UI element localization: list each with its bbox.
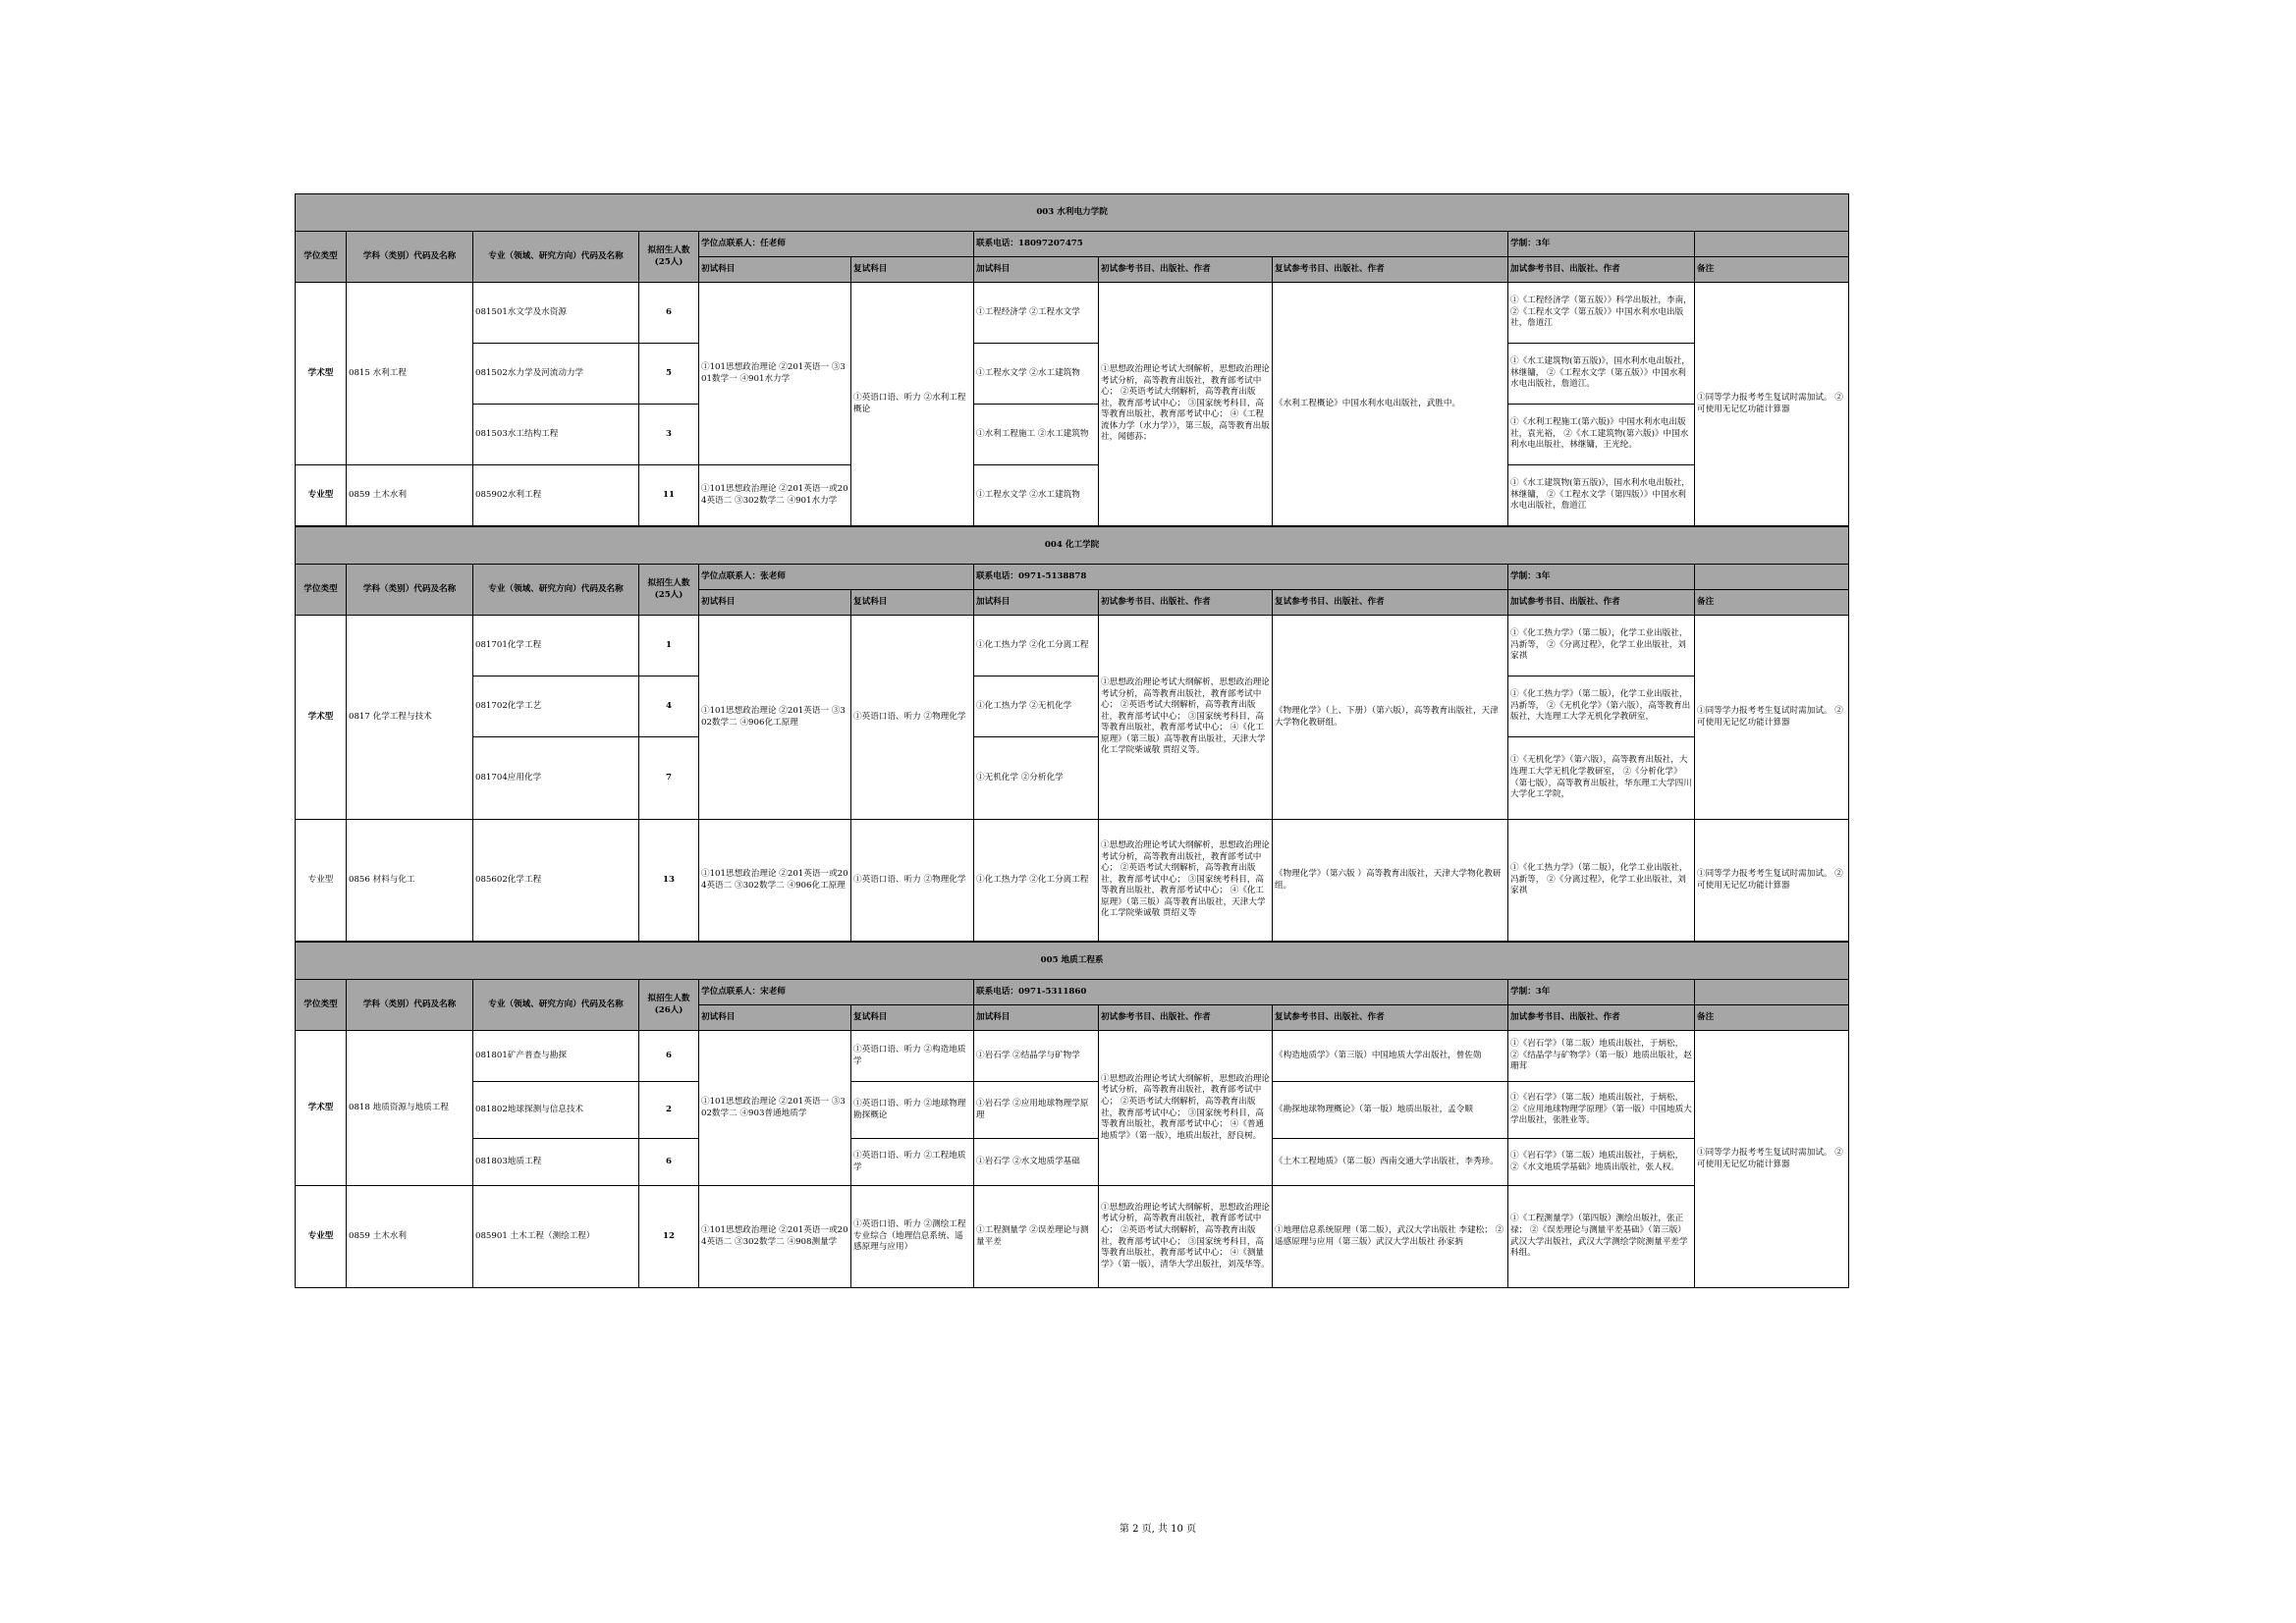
initial-subjects: ①101思想政治理论 ②201英语一 ③302数学二 ④903普通地质学: [699, 1031, 851, 1186]
contact-label: 学位点联系人：: [701, 986, 761, 997]
header-blank: [1695, 980, 1849, 1005]
extra-reference: ①《岩石学》（第二版）地质出版社，于炳松， ②《应用地球物理学原理》（第一版）中国地质大学出版社，张胜业等。: [1508, 1082, 1695, 1139]
degree-type: 学术型: [296, 616, 347, 820]
major-name: 081704应用化学: [473, 737, 639, 820]
header-remark: 备注: [1695, 1005, 1849, 1031]
extra-subjects: ①工程经济学 ②工程水文学: [974, 283, 1099, 344]
header-retest-ref: 复试参考书目、出版社、作者: [1273, 590, 1508, 616]
section-005-table: [295, 942, 1849, 1288]
header-quota-label: 拟招生人数: [647, 577, 690, 588]
extra-reference: ①《岩石学》（第二版）地质出版社，于炳松， ②《结晶学与矿物学》（第一版）地质出版社，赵珊茸: [1508, 1031, 1695, 1082]
header-retest: 复试科目: [851, 590, 974, 616]
contact-cell: [699, 565, 974, 590]
phone-number: 0971-5138878: [1017, 570, 1087, 581]
extra-subjects: ①岩石学 ②结晶学与矿物学: [974, 1031, 1099, 1082]
initial-reference: ①思想政治理论考试大纲解析，思想政治理论考试分析，高等教育出版社，教育部考试中心； ②英语考试大纲解析，高等教育出版社，教育部考试中心； ③国家统考科目，高等教育出版社，教育部考试中心； ④《工程流体力学（水力学）》，第三版，高等教育出版社，闻德荪；: [1099, 283, 1273, 526]
page-footer: 第 2 页, 共 10 页: [1119, 1524, 1197, 1535]
header-extra: 加试科目: [974, 1005, 1099, 1031]
extra-reference: ①《水工建筑物(第五版)》，国水利水电出版社，林继镛， ②《工程水文学（第四版）》中国水利水电出版社，詹道江: [1508, 465, 1695, 526]
retest-subjects: ①英语口语、听力 ②测绘工程专业综合（地理信息系统、遥感原理与应用）: [851, 1186, 974, 1288]
major-quota: 11: [639, 465, 699, 526]
degree-type: 专业型: [296, 820, 347, 942]
retest-subjects: ①英语口语、听力 ②物理化学: [851, 820, 974, 942]
retest-reference: 《物理化学》（上、下册）（第六版），高等教育出版社，天津大学物化教研组。: [1273, 616, 1508, 820]
retest-subjects: ①英语口语、听力 ②物理化学: [851, 616, 974, 820]
header-discipline: 学科（类别）代码及名称: [347, 980, 473, 1031]
major-name: 081501水文学及水资源: [473, 283, 639, 344]
initial-subjects: ①101思想政治理论 ②201英语一或204英语二 ③302数学二 ④906化工原理: [699, 820, 851, 942]
phone-label: 联系电话：: [976, 238, 1018, 248]
major-quota: 13: [639, 820, 699, 942]
section-title: 004 化工学院: [296, 527, 1849, 565]
retest-reference: ①地理信息系统原理（第二版），武汉大学出版社 李建松； ②遥感原理与应用（第三版）武汉大学出版社 孙家抦: [1273, 1186, 1508, 1288]
phone-cell: [974, 565, 1508, 590]
major-quota: 7: [639, 737, 699, 820]
discipline: 0818 地质资源与地质工程: [347, 1031, 473, 1186]
contact-name: 张老师: [760, 570, 786, 581]
section-title: 003 水利电力学院: [296, 194, 1849, 232]
header-retest-ref: 复试参考书目、出版社、作者: [1273, 257, 1508, 283]
extra-reference: ①《工程测量学》（第四版）测绘出版社，张正禄； ②《误差理论与测量平差基础》（第三版）武汉大学出版社，武汉大学测绘学院测量平差学科组。: [1508, 1186, 1695, 1288]
phone-cell: [974, 232, 1508, 257]
contact-cell: [699, 980, 974, 1005]
header-initial: 初试科目: [699, 590, 851, 616]
header-extra-ref: 加试参考书目、出版社、作者: [1508, 1005, 1695, 1031]
extra-subjects: ①岩石学 ②水文地质学基础: [974, 1139, 1099, 1186]
duration-cell: [1508, 980, 1695, 1005]
major-name: 085901 土木工程（测绘工程）: [473, 1186, 639, 1288]
major-name: 081503水工结构工程: [473, 405, 639, 465]
major-name: 085602化学工程: [473, 820, 639, 942]
duration-label: 学制：: [1510, 986, 1536, 997]
major-quota: 6: [639, 1031, 699, 1082]
major-name: 081702化学工艺: [473, 676, 639, 737]
major-quota: 3: [639, 405, 699, 465]
duration-cell: [1508, 565, 1695, 590]
initial-subjects: ①101思想政治理论 ②201英语一或204英语二 ③302数学二 ④908测量学: [699, 1186, 851, 1288]
header-initial: 初试科目: [699, 257, 851, 283]
section-003-table: [295, 193, 1849, 526]
phone-label: 联系电话：: [976, 570, 1018, 581]
major-quota: 12: [639, 1186, 699, 1288]
header-quota: [639, 232, 699, 283]
retest-subjects: ①英语口语、听力 ②水利工程概论: [851, 283, 974, 526]
section-title: 005 地质工程系: [296, 943, 1849, 980]
major-name: 081502水力学及河流动力学: [473, 344, 639, 405]
header-discipline: 学科（类别）代码及名称: [347, 565, 473, 616]
discipline: 0815 水利工程: [347, 283, 473, 465]
phone-number: 18097207475: [1017, 238, 1083, 248]
header-retest-ref: 复试参考书目、出版社、作者: [1273, 1005, 1508, 1031]
header-initial: 初试科目: [699, 1005, 851, 1031]
extra-reference: ①《化工热力学》（第二版），化学工业出版社，冯新等， ②《分离过程》，化学工业出版社，刘家祺: [1508, 820, 1695, 942]
retest-reference: 《土木工程地质》（第二版）西南交通大学出版社，李秀珍。: [1273, 1139, 1508, 1186]
degree-type: 专业型: [296, 1186, 347, 1288]
extra-reference: ①《化工热力学》（第二版），化学工业出版社，冯新等， ②《无机化学》（第六版），高等教育出版社，大连理工大学无机化学教研室，: [1508, 676, 1695, 737]
remark: ①同等学力报考考生复试时需加试。 ②可使用无记忆功能计算器: [1695, 1031, 1849, 1288]
extra-subjects: ①工程水文学 ②水工建筑物: [974, 465, 1099, 526]
header-extra-ref: 加试参考书目、出版社、作者: [1508, 257, 1695, 283]
header-degree-type: 学位类型: [296, 232, 347, 283]
header-quota-label: 拟招生人数: [647, 993, 690, 1003]
retest-subjects: ①英语口语、听力 ②构造地质学: [851, 1031, 974, 1082]
initial-subjects: ①101思想政治理论 ②201英语一 ③302数学二 ④906化工原理: [699, 616, 851, 820]
major-quota: 2: [639, 1082, 699, 1139]
header-quota-total: (25人): [654, 256, 683, 267]
degree-type: 学术型: [296, 283, 347, 465]
header-remark: 备注: [1695, 590, 1849, 616]
document-page: [295, 193, 1848, 1288]
header-extra-ref: 加试参考书目、出版社、作者: [1508, 590, 1695, 616]
retest-subjects: ①英语口语、听力 ②工程地质学: [851, 1139, 974, 1186]
major-quota: 5: [639, 344, 699, 405]
initial-reference: ①思想政治理论考试大纲解析，思想政治理论考试分析，高等教育出版社，教育部考试中心； ②英语考试大纲解析，高等教育出版社，教育部考试中心； ③国家统考科目，高等教育出版社，教育部考试中心； ④《普通地质学》（第一版），地质出版社，舒良树。: [1099, 1031, 1273, 1186]
header-initial-ref: 初试参考书目、出版社、作者: [1099, 1005, 1273, 1031]
extra-reference: ①《化工热力学》（第二版），化学工业出版社，冯新等， ②《分离过程》，化学工业出版社，刘家祺: [1508, 616, 1695, 676]
major-name: 081802地球探测与信息技术: [473, 1082, 639, 1139]
contact-name: 任老师: [760, 238, 786, 248]
major-name: 081803地质工程: [473, 1139, 639, 1186]
header-extra: 加试科目: [974, 257, 1099, 283]
retest-reference: 《水利工程概论》中国水利水电出版社，武胜中。: [1273, 283, 1508, 526]
header-major: 专业（领域、研究方向）代码及名称: [473, 565, 639, 616]
initial-reference: ①思想政治理论考试大纲解析，思想政治理论考试分析，高等教育出版社，教育部考试中心； ②英语考试大纲解析，高等教育出版社，教育部考试中心； ③国家统考科目，高等教育出版社，教育部考试中心； ④《测量学》（第一版），清华大学出版社，刘茂华等。: [1099, 1186, 1273, 1288]
contact-label: 学位点联系人：: [701, 570, 761, 581]
retest-reference: 《勘探地球物理概论》（第一版）地质出版社，孟令顺: [1273, 1082, 1508, 1139]
extra-subjects: ①岩石学 ②应用地球物理学原理: [974, 1082, 1099, 1139]
major-name: 085902水利工程: [473, 465, 639, 526]
header-blank: [1695, 232, 1849, 257]
major-quota: 6: [639, 283, 699, 344]
discipline: 0817 化学工程与技术: [347, 616, 473, 820]
extra-subjects: ①化工热力学 ②无机化学: [974, 676, 1099, 737]
phone-label: 联系电话：: [976, 986, 1018, 997]
extra-subjects: ①工程水文学 ②水工建筑物: [974, 344, 1099, 405]
extra-reference: ①《工程经济学（第五版）》科学出版社，李南，②《工程水文学（第五版）》中国水利水电出版社，詹道江: [1508, 283, 1695, 344]
header-discipline: 学科（类别）代码及名称: [347, 232, 473, 283]
retest-subjects: ①英语口语、听力 ②地球物理勘探概论: [851, 1082, 974, 1139]
degree-type: 专业型: [296, 465, 347, 526]
header-quota-total: (25人): [654, 589, 683, 600]
initial-subjects: ①101思想政治理论 ②201英语一 ③301数学一 ④901水力学: [699, 283, 851, 465]
initial-reference: ①思想政治理论考试大纲解析，思想政治理论考试分析，高等教育出版社，教育部考试中心； ②英语考试大纲解析，高等教育出版社，教育部考试中心； ③国家统考科目，高等教育出版社，教育部考试中心； ④《化工原理》（第三版）高等教育出版社，天津大学化工学院柴诚敬 贾绍义等。: [1099, 616, 1273, 820]
remark: ①同等学力报考考生复试时需加试。 ②可使用无记忆功能计算器: [1695, 616, 1849, 820]
header-blank: [1695, 565, 1849, 590]
contact-name: 宋老师: [760, 986, 786, 997]
remark: ①同等学力报考考生复试时需加试。 ②可使用无记忆功能计算器: [1695, 283, 1849, 526]
extra-reference: ①《无机化学》（第六版），高等教育出版社，大连理工大学无机化学教研室， ②《分析化学》（第七版），高等教育出版社，华东理工大学四川大学化工学院，: [1508, 737, 1695, 820]
phone-number: 0971-5311860: [1017, 986, 1087, 997]
major-quota: 4: [639, 676, 699, 737]
header-initial-ref: 初试参考书目、出版社、作者: [1099, 590, 1273, 616]
duration-label: 学制：: [1510, 570, 1536, 581]
header-quota: [639, 565, 699, 616]
duration-value: 3年: [1535, 238, 1551, 248]
duration-value: 3年: [1535, 986, 1551, 997]
initial-subjects: ①101思想政治理论 ②201英语一或204英语二 ③302数学二 ④901水力学: [699, 465, 851, 526]
degree-type: 学术型: [296, 1031, 347, 1186]
phone-cell: [974, 980, 1508, 1005]
extra-subjects: ①化工热力学 ②化工分离工程: [974, 820, 1099, 942]
major-name: 081801矿产普查与勘探: [473, 1031, 639, 1082]
header-quota-total: (26人): [654, 1004, 683, 1015]
remark: ①同等学力报考考生复试时需加试。 ②可使用无记忆功能计算器: [1695, 820, 1849, 942]
header-remark: 备注: [1695, 257, 1849, 283]
extra-subjects: ①化工热力学 ②化工分离工程: [974, 616, 1099, 676]
major-quota: 6: [639, 1139, 699, 1186]
header-degree-type: 学位类型: [296, 980, 347, 1031]
header-retest: 复试科目: [851, 1005, 974, 1031]
duration-value: 3年: [1535, 570, 1551, 581]
major-quota: 1: [639, 616, 699, 676]
extra-reference: ①《水工建筑物(第五版)》，国水利水电出版社，林继镛， ②《工程水文学（第五版）》中国水利水电出版社，詹道江。: [1508, 344, 1695, 405]
extra-subjects: ①无机化学 ②分析化学: [974, 737, 1099, 820]
retest-reference: 《物理化学》（第六版 ）高等教育出版社，天津大学物化教研组。: [1273, 820, 1508, 942]
contact-cell: [699, 232, 974, 257]
extra-reference: ①《水利工程施工(第六版)》中国水利水电出版社，袁光裕， ②《水工建筑物(第六版)》中国水利水电出版社，林继镛，王光纶。: [1508, 405, 1695, 465]
header-degree-type: 学位类型: [296, 565, 347, 616]
extra-subjects: ①水利工程施工 ②水工建筑物: [974, 405, 1099, 465]
initial-reference: ①思想政治理论考试大纲解析，思想政治理论考试分析，高等教育出版社，教育部考试中心； ②英语考试大纲解析，高等教育出版社，教育部考试中心； ③国家统考科目，高等教育出版社，教育部考试中心； ④《化工原理》（第三版）高等教育出版社，天津大学化工学院柴诚敬 贾绍义等: [1099, 820, 1273, 942]
discipline: 0859 土木水利: [347, 465, 473, 526]
retest-reference: 《构造地质学》（第三版）中国地质大学出版社，曾佐勋: [1273, 1031, 1508, 1082]
discipline: 0859 土木水利: [347, 1186, 473, 1288]
section-004-table: [295, 526, 1849, 942]
header-major: 专业（领域、研究方向）代码及名称: [473, 980, 639, 1031]
extra-reference: ①《岩石学》（第二版）地质出版社，于炳松， ②《水文地质学基础》地质出版社，张人权。: [1508, 1139, 1695, 1186]
header-extra: 加试科目: [974, 590, 1099, 616]
contact-label: 学位点联系人：: [701, 238, 761, 248]
major-name: 081701化学工程: [473, 616, 639, 676]
header-retest: 复试科目: [851, 257, 974, 283]
header-major: 专业（领域、研究方向）代码及名称: [473, 232, 639, 283]
duration-label: 学制：: [1510, 238, 1536, 248]
header-quota: [639, 980, 699, 1031]
header-quota-label: 拟招生人数: [647, 244, 690, 255]
discipline: 0856 材料与化工: [347, 820, 473, 942]
header-initial-ref: 初试参考书目、出版社、作者: [1099, 257, 1273, 283]
duration-cell: [1508, 232, 1695, 257]
extra-subjects: ①工程测量学 ②误差理论与测量平差: [974, 1186, 1099, 1288]
